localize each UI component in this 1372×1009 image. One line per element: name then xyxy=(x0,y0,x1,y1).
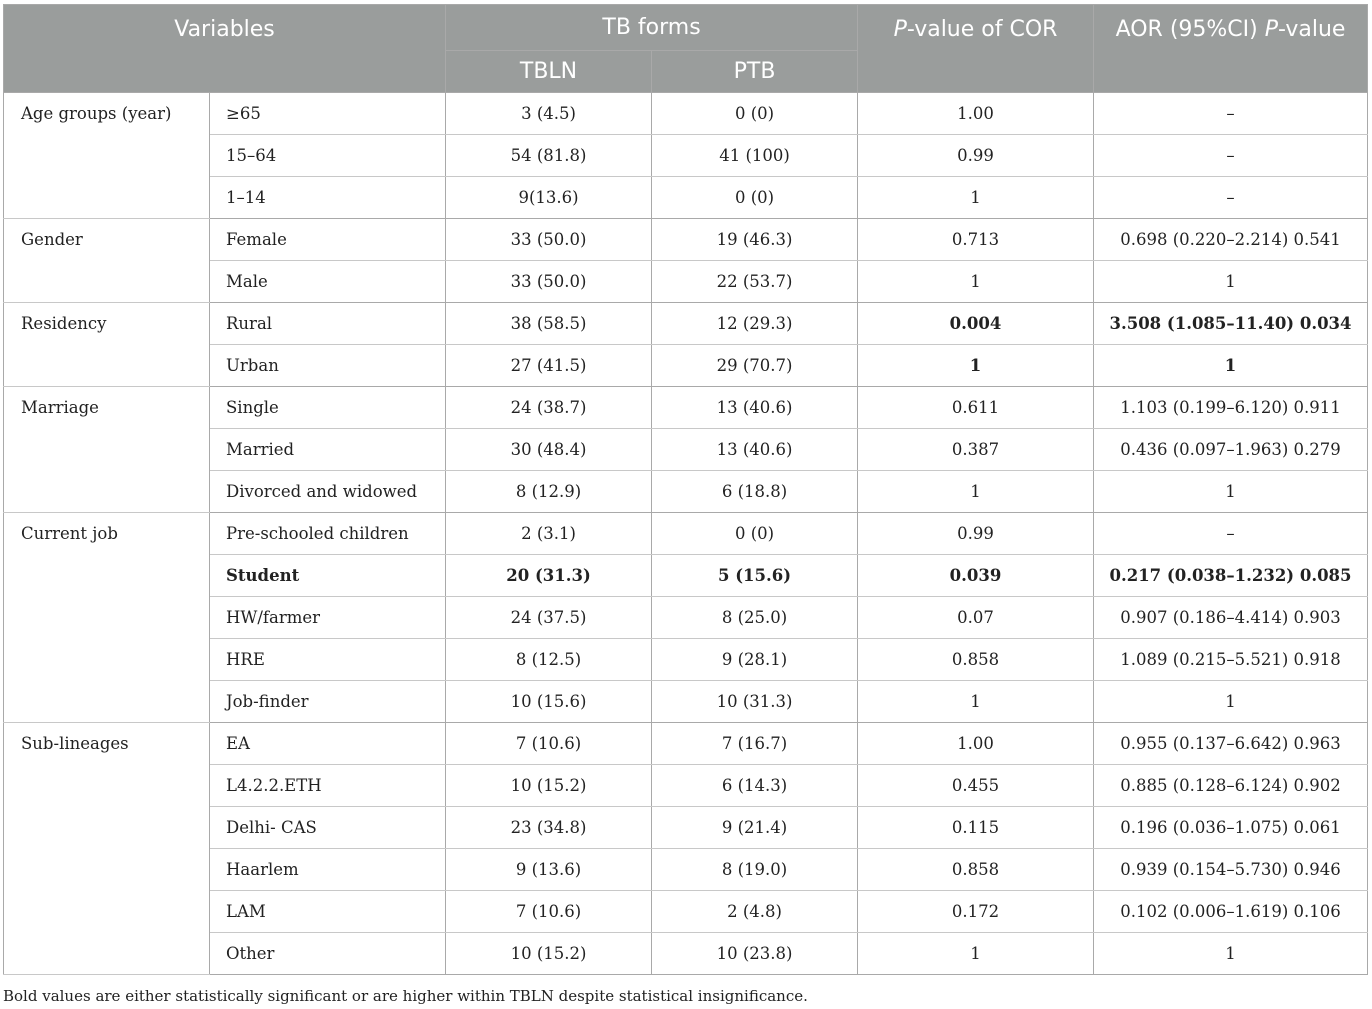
tbln-cell: 9 (13.6) xyxy=(446,849,652,891)
cor-cell: 0.713 xyxy=(858,219,1094,261)
ptb-cell: 0 (0) xyxy=(652,177,858,219)
ptb-cell: 0 (0) xyxy=(652,93,858,135)
tbln-cell: 38 (58.5) xyxy=(446,303,652,345)
variable-label: Current job xyxy=(4,513,210,723)
category-cell: ≥65 xyxy=(210,93,446,135)
variable-label: Marriage xyxy=(4,387,210,513)
variable-label: Sub-lineages xyxy=(4,723,210,975)
ptb-cell: 6 (14.3) xyxy=(652,765,858,807)
cor-cell: 0.039 xyxy=(858,555,1094,597)
tbln-cell: 23 (34.8) xyxy=(446,807,652,849)
table-row xyxy=(4,219,1368,261)
aor-cell: 0.102 (0.006–1.619) 0.106 xyxy=(1094,891,1368,933)
category-cell: Divorced and widowed xyxy=(210,471,446,513)
table-row xyxy=(4,387,1368,429)
cor-cell: 1 xyxy=(858,261,1094,303)
header-ptb: PTB xyxy=(652,51,858,93)
table-footnote: Bold values are either statistically significant or are higher within TBLN despite statistical insignificance. xyxy=(3,987,808,1005)
aor-cell: – xyxy=(1094,93,1368,135)
cor-cell: 0.858 xyxy=(858,639,1094,681)
ptb-cell: 13 (40.6) xyxy=(652,387,858,429)
table-row xyxy=(4,303,1368,345)
category-cell: 15–64 xyxy=(210,135,446,177)
aor-cell: 1 xyxy=(1094,471,1368,513)
tbln-cell: 8 (12.9) xyxy=(446,471,652,513)
tbln-cell: 2 (3.1) xyxy=(446,513,652,555)
tbln-cell: 20 (31.3) xyxy=(446,555,652,597)
category-cell: Single xyxy=(210,387,446,429)
cor-cell: 0.611 xyxy=(858,387,1094,429)
tbln-cell: 30 (48.4) xyxy=(446,429,652,471)
aor-cell: 1 xyxy=(1094,261,1368,303)
ptb-cell: 41 (100) xyxy=(652,135,858,177)
ptb-cell: 8 (19.0) xyxy=(652,849,858,891)
cor-cell: 1 xyxy=(858,177,1094,219)
ptb-cell: 29 (70.7) xyxy=(652,345,858,387)
category-cell: Job-finder xyxy=(210,681,446,723)
tbln-cell: 7 (10.6) xyxy=(446,891,652,933)
category-cell: L4.2.2.ETH xyxy=(210,765,446,807)
tbln-cell: 10 (15.6) xyxy=(446,681,652,723)
cor-cell: 1 xyxy=(858,471,1094,513)
tbln-cell: 24 (38.7) xyxy=(446,387,652,429)
ptb-cell: 22 (53.7) xyxy=(652,261,858,303)
ptb-cell: 8 (25.0) xyxy=(652,597,858,639)
tbln-cell: 33 (50.0) xyxy=(446,219,652,261)
category-cell: Other xyxy=(210,933,446,975)
table-row xyxy=(4,723,1368,765)
header-tbln: TBLN xyxy=(446,51,652,93)
category-cell: Haarlem xyxy=(210,849,446,891)
category-cell: LAM xyxy=(210,891,446,933)
aor-cell: 3.508 (1.085–11.40) 0.034 xyxy=(1094,303,1368,345)
header-cor: P-value of COR xyxy=(858,5,1094,93)
aor-cell: 0.698 (0.220–2.214) 0.541 xyxy=(1094,219,1368,261)
cor-cell: 0.99 xyxy=(858,135,1094,177)
tbln-cell: 54 (81.8) xyxy=(446,135,652,177)
aor-cell: 0.955 (0.137–6.642) 0.963 xyxy=(1094,723,1368,765)
ptb-cell: 9 (28.1) xyxy=(652,639,858,681)
tbln-cell: 8 (12.5) xyxy=(446,639,652,681)
ptb-cell: 10 (23.8) xyxy=(652,933,858,975)
aor-cell: 0.436 (0.097–1.963) 0.279 xyxy=(1094,429,1368,471)
aor-cell: 1 xyxy=(1094,933,1368,975)
aor-cell: 0.885 (0.128–6.124) 0.902 xyxy=(1094,765,1368,807)
category-cell: HRE xyxy=(210,639,446,681)
ptb-cell: 19 (46.3) xyxy=(652,219,858,261)
ptb-cell: 12 (29.3) xyxy=(652,303,858,345)
ptb-cell: 2 (4.8) xyxy=(652,891,858,933)
aor-cell: – xyxy=(1094,513,1368,555)
tbln-cell: 27 (41.5) xyxy=(446,345,652,387)
aor-cell: 0.907 (0.186–4.414) 0.903 xyxy=(1094,597,1368,639)
category-cell: Delhi- CAS xyxy=(210,807,446,849)
header-aor: AOR (95%CI) P-value xyxy=(1094,5,1368,93)
cor-cell: 1 xyxy=(858,933,1094,975)
cor-cell: 0.858 xyxy=(858,849,1094,891)
cor-cell: 1 xyxy=(858,345,1094,387)
category-cell: EA xyxy=(210,723,446,765)
cor-cell: 0.004 xyxy=(858,303,1094,345)
aor-cell: – xyxy=(1094,177,1368,219)
cor-cell: 1.00 xyxy=(858,723,1094,765)
cor-cell: 0.455 xyxy=(858,765,1094,807)
category-cell: Rural xyxy=(210,303,446,345)
aor-cell: 0.939 (0.154–5.730) 0.946 xyxy=(1094,849,1368,891)
cor-cell: 0.07 xyxy=(858,597,1094,639)
aor-cell: 0.217 (0.038–1.232) 0.085 xyxy=(1094,555,1368,597)
header-tb-forms: TB forms xyxy=(446,5,858,51)
tbln-cell: 10 (15.2) xyxy=(446,765,652,807)
category-cell: 1–14 xyxy=(210,177,446,219)
header-variables: Variables xyxy=(4,5,446,93)
aor-cell: 1 xyxy=(1094,681,1368,723)
cor-cell: 1 xyxy=(858,681,1094,723)
cor-cell: 0.99 xyxy=(858,513,1094,555)
category-cell: Pre-schooled children xyxy=(210,513,446,555)
ptb-cell: 0 (0) xyxy=(652,513,858,555)
category-cell: Student xyxy=(210,555,446,597)
category-cell: Urban xyxy=(210,345,446,387)
cor-cell: 1.00 xyxy=(858,93,1094,135)
tbln-cell: 33 (50.0) xyxy=(446,261,652,303)
category-cell: Male xyxy=(210,261,446,303)
ptb-cell: 5 (15.6) xyxy=(652,555,858,597)
table-row xyxy=(4,93,1368,135)
variable-label: Age groups (year) xyxy=(4,93,210,219)
variable-label: Residency xyxy=(4,303,210,387)
cor-cell: 0.115 xyxy=(858,807,1094,849)
aor-cell: – xyxy=(1094,135,1368,177)
cor-cell: 0.172 xyxy=(858,891,1094,933)
aor-cell: 0.196 (0.036–1.075) 0.061 xyxy=(1094,807,1368,849)
category-cell: Female xyxy=(210,219,446,261)
variable-label: Gender xyxy=(4,219,210,303)
tbln-cell: 24 (37.5) xyxy=(446,597,652,639)
ptb-cell: 10 (31.3) xyxy=(652,681,858,723)
ptb-cell: 6 (18.8) xyxy=(652,471,858,513)
tbln-cell: 10 (15.2) xyxy=(446,933,652,975)
aor-cell: 1.103 (0.199–6.120) 0.911 xyxy=(1094,387,1368,429)
tbln-cell: 3 (4.5) xyxy=(446,93,652,135)
cor-cell: 0.387 xyxy=(858,429,1094,471)
aor-cell: 1.089 (0.215–5.521) 0.918 xyxy=(1094,639,1368,681)
tbln-cell: 9(13.6) xyxy=(446,177,652,219)
results-table xyxy=(3,4,1368,975)
aor-cell: 1 xyxy=(1094,345,1368,387)
category-cell: HW/farmer xyxy=(210,597,446,639)
tbln-cell: 7 (10.6) xyxy=(446,723,652,765)
table-row xyxy=(4,513,1368,555)
ptb-cell: 9 (21.4) xyxy=(652,807,858,849)
ptb-cell: 13 (40.6) xyxy=(652,429,858,471)
category-cell: Married xyxy=(210,429,446,471)
ptb-cell: 7 (16.7) xyxy=(652,723,858,765)
